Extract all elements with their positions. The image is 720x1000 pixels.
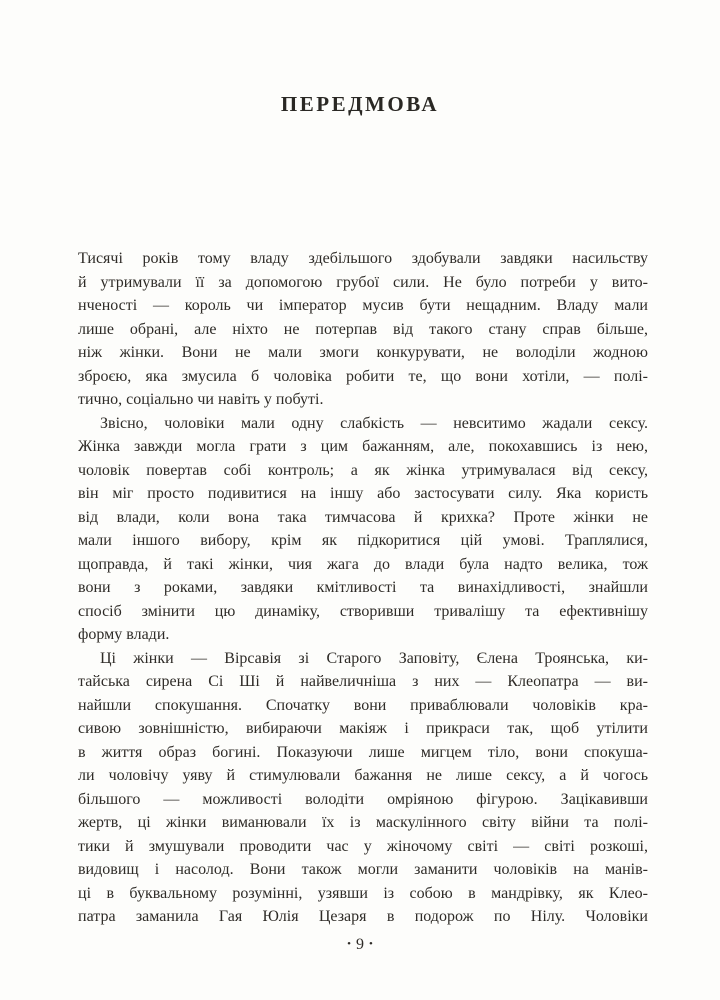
text-line: щоправда, й такі жінки, чия жага до влади була надто велика, тож (78, 555, 648, 573)
folio-ornament-right: • (369, 938, 373, 950)
chapter-title: ПЕРЕДМОВА (280, 92, 440, 116)
text-line: жертв, ці жінки виманювали їх із маскулінного світу війни та полі- (78, 814, 648, 831)
text-line: ли чоловічу уяву й стимулювали бажання не лише сексу, а й чогось (78, 767, 648, 784)
text-line: найшли спокушання. Спочатку вони приваблювали чоловіків кра- (78, 696, 648, 714)
text-line: більшого — можливості володіти омріяною фігурою. Зацікавивши (78, 790, 648, 808)
text-line: форму влади. (78, 626, 170, 643)
text-line: патра заманила Гая Юлія Цезаря в подорож по Нілу. Чоловіки (78, 908, 648, 925)
text-line: Звісно, чоловіки мали одну слабкість — невситимо жадали сексу. (100, 414, 648, 432)
text-line: Ці жінки — Вірсавія зі Старого Заповіту, Єлена Троянська, ки- (100, 649, 648, 667)
text-line: Тисячі років тому владу здебільшого здобували завдяки насильству (78, 250, 648, 267)
text-line: спосіб змінити цю динаміку, створивши тривалішу та ефективнішу (78, 602, 648, 620)
folio-ornament-left: • (347, 938, 351, 950)
text-line: в життя образ богині. Показуючи лише мигцем тіло, вони спокуша- (78, 743, 648, 761)
text-line: видовищ і насолод. Вони також могли заманити чоловіків на манів- (78, 861, 648, 878)
text-line: чоловік повертав собі контроль; а як жінка утримувалася від сексу, (78, 461, 648, 479)
text-line: тайська сирена Сі Ші й найвеличніша з них — Клеопатра — ви- (78, 673, 648, 690)
text-line: сивою зовнішністю, вибираючи макіяж і прикраси так, щоб утілити (78, 720, 648, 737)
page-number (0, 936, 720, 954)
text-line: ніж жінки. Вони не мали змоги конкурувати, не володіли жодною (78, 344, 648, 361)
text-line: він міг просто подивитися на іншу або застосувати силу. Яка користь (78, 485, 648, 502)
text-line: тики й змушували проводити час у жіночому світі — світі розкоші, (78, 837, 648, 855)
text-line: мали іншого вибору, крім як підкоритися цій умові. Траплялися, (78, 532, 648, 549)
text-line: тично, соціально чи навіть у побуті. (78, 391, 324, 408)
text-line: зброєю, яка змусила б чоловіка робити те, що вони хотіли, — полі- (78, 367, 648, 385)
text-line: від влади, коли вона така тимчасова й крихка? Проте жінки не (78, 508, 648, 526)
text-line: нченості — король чи імператор мусив бути нещадним. Владу мали (78, 297, 648, 314)
text-line: лише обрані, але ніхто не потерпав від такого стану справ більше, (78, 320, 648, 338)
text-line: й утримували її за допомогою грубої сили. Не було потреби у вито- (78, 273, 648, 291)
text-line: ці в буквальному розумінні, узявши із собою в мандрівку, як Клео- (78, 884, 648, 902)
text-line: Жінка завжди могла грати з цим бажанням, але, покохавшись із нею, (78, 438, 648, 455)
body-text (78, 247, 648, 929)
folio-number: 9 (356, 936, 364, 953)
text-line: вони з роками, завдяки кмітливості та винахідливості, знайшли (78, 579, 648, 596)
